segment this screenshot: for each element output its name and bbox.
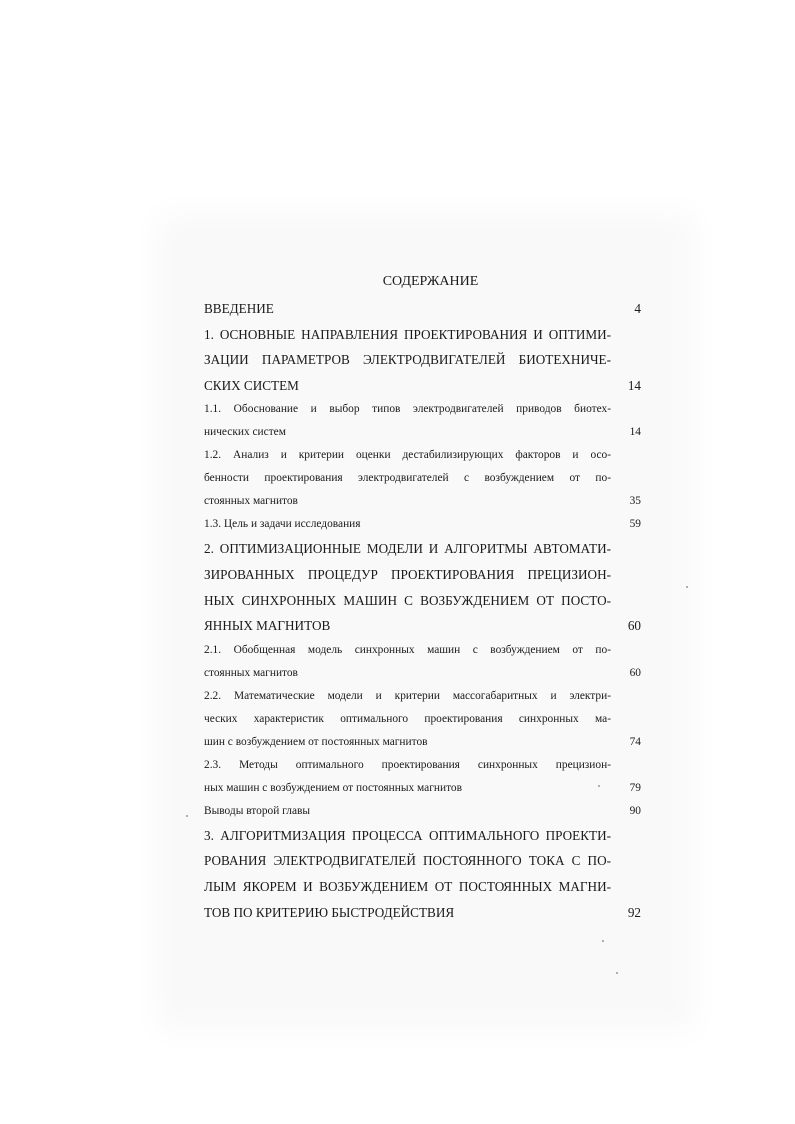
toc-page-number: 35 [629,495,641,508]
toc-entry-text [204,639,611,685]
toc-entry-line: ЯННЫХ МАГНИТОВ [204,618,331,634]
toc-entry-line: НЫХ СИНХРОННЫХ МАШИН С ВОЗБУЖДЕНИЕМ ОТ ПОСТО- [204,592,611,608]
table-of-contents [204,270,641,925]
toc-page-number: 14 [627,377,641,393]
toc-entry [204,685,641,754]
toc-title: СОДЕРЖАНИЕ [382,274,479,289]
toc-entry-line: 1.3. Цель и задачи исследования [204,518,361,531]
toc-entry-line: ных машин с возбуждением от постоянных магнитов [204,781,463,794]
toc-entry-line: ЛЫМ ЯКОРЕМ И ВОЗБУЖДЕНИЕМ ОТ ПОСТОЯННЫХ МАГНИ- [204,878,611,894]
toc-entry-line: 1.1. Обоснование и выбор типов электродвигателей приводов биотех- [204,403,611,416]
toc-entry-line: 2.1. Обобщенная модель синхронных машин с возбуждением от по- [204,643,611,656]
toc-entry-line: ЗИРОВАННЫХ ПРОЦЕДУР ПРОЕКТИРОВАНИЯ ПРЕЦИЗИОН- [204,566,611,582]
toc-entry-line: РОВАНИЯ ЭЛЕКТРОДВИГАТЕЛЕЙ ПОСТОЯННОГО ТОКА С ПО- [204,853,611,869]
toc-entry-line: ТОВ ПО КРИТЕРИЮ БЫСТРОДЕЙСТВИЯ [204,904,455,920]
toc-entry-text [204,823,611,925]
toc-entry-line: СКИХ СИСТЕМ [204,377,299,393]
toc-page-number: 4 [634,301,641,316]
toc-entry-text [204,754,611,800]
toc-entry-line: шин с возбуждением от постоянных магнитов [204,735,428,748]
toc-entry [204,398,641,444]
toc-entry-text [204,685,611,754]
toc-entry-text [204,536,611,638]
toc-entry [204,754,641,800]
toc-page-number: 60 [627,618,641,634]
toc-entry-line: 2.2. Математические модели и критерии массогабаритных и электри- [204,689,611,702]
toc-entry [204,639,641,685]
toc-page-number: 92 [627,904,641,920]
toc-page-number: 14 [629,426,641,439]
toc-entry-line: 1. ОСНОВНЫЕ НАПРАВЛЕНИЯ ПРОЕКТИРОВАНИЯ И ОПТИМИ- [204,326,611,342]
toc-entry-line: бенности проектирования электродвигателей с возбуждением от по- [204,472,611,485]
toc-entry-line: 2.3. Методы оптимального проектирования синхронных прецизион- [204,758,611,771]
toc-entry [204,823,641,925]
toc-entry-line: стоянных магнитов [204,666,298,679]
toc-entry-line: ВВЕДЕНИЕ [204,301,274,316]
toc-entry-text [204,398,611,444]
toc-page-number: 79 [629,781,641,794]
toc-page-number: 74 [629,735,641,748]
toc-entry-line: стоянных магнитов [204,495,298,508]
scan-speck [186,815,188,817]
scan-speck [602,940,604,942]
toc-entry-line: 3. АЛГОРИТМИЗАЦИЯ ПРОЦЕССА ОПТИМАЛЬНОГО ПРОЕКТИ- [204,827,611,843]
toc-entry-text [204,322,611,399]
toc-entry [204,444,641,513]
toc-entry-text [204,444,611,513]
toc-entry-line: 2. ОПТИМИЗАЦИОННЫЕ МОДЕЛИ И АЛГОРИТМЫ АВТОМАТИ- [204,541,611,557]
toc-entry [204,513,641,536]
toc-entry [204,800,641,823]
toc-entry-line: Выводы второй главы [204,804,311,817]
scan-speck [686,586,688,588]
toc-page-number: 90 [629,804,641,817]
toc-entry-text [204,513,611,536]
toc-page-number: 59 [629,518,641,531]
toc-entry-line: 1.2. Анализ и критерии оценки дестабилизирующих факторов и осо- [204,449,611,462]
toc-entry [204,536,641,638]
toc-entries [204,296,641,925]
scan-speck [616,972,618,974]
toc-entry [204,296,641,322]
toc-entry-line: ЗАЦИИ ПАРАМЕТРОВ ЭЛЕКТРОДВИГАТЕЛЕЙ БИОТЕХНИЧЕ- [204,352,611,368]
toc-page-number: 60 [629,666,641,679]
toc-entry [204,322,641,399]
toc-entry-line: нических систем [204,426,286,439]
toc-entry-text [204,800,611,823]
toc-entry-line: ческих характеристик оптимального проектирования синхронных ма- [204,712,611,725]
toc-entry-text [204,296,611,322]
